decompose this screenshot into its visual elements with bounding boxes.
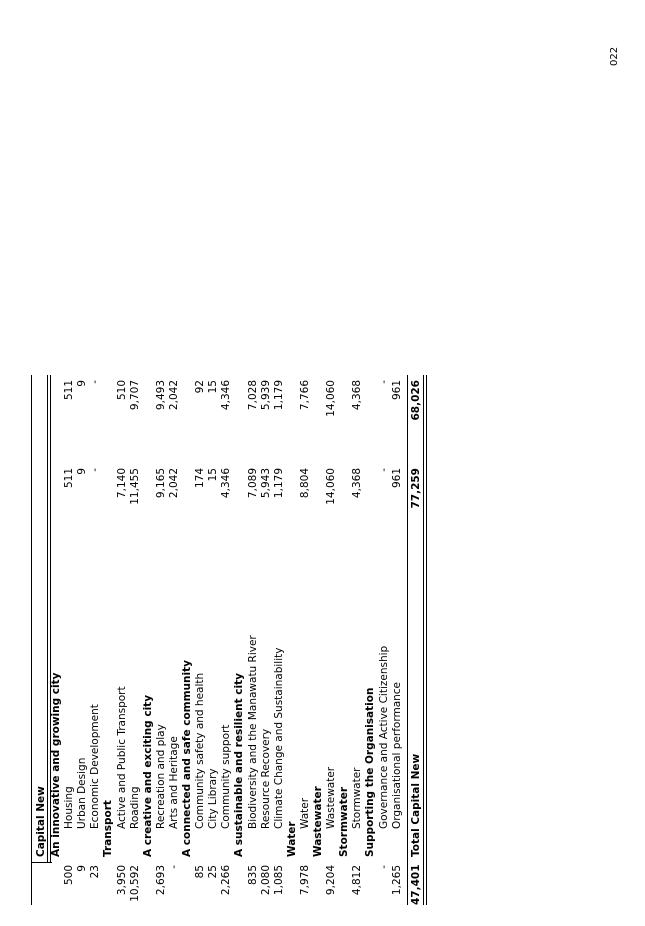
row-label: Stormwater	[351, 767, 364, 829]
value-b: 7,028	[246, 380, 259, 411]
table-row	[391, 375, 403, 905]
row-label: A creative and exciting city	[141, 694, 154, 857]
table-row	[76, 375, 88, 905]
table-row	[89, 375, 101, 905]
category-row	[338, 375, 350, 905]
prior-value: 2,693	[154, 865, 167, 896]
value-a: 9	[76, 468, 89, 475]
total-row	[410, 375, 422, 905]
value-a: 7,140	[115, 468, 128, 499]
value-b: 1,179	[272, 380, 285, 411]
value-b: 15	[207, 380, 220, 394]
prior-value: -	[377, 865, 390, 869]
title-underline	[47, 375, 48, 863]
value-a: 11,455	[128, 468, 141, 505]
value-b: 9,493	[154, 380, 167, 411]
table-top-rule	[31, 375, 32, 905]
value-a: 4,368	[351, 468, 364, 499]
prior-value: 3,950	[115, 865, 128, 896]
row-label: Economic Development	[89, 704, 102, 829]
table-row	[378, 375, 390, 905]
prior-value: 9	[76, 865, 89, 872]
row-label: Stormwater	[338, 786, 351, 857]
row-label: Water	[285, 821, 298, 857]
row-label: A sustainable and resilient city	[233, 673, 246, 857]
value-a: 174	[194, 468, 207, 489]
value-b: 961	[390, 380, 403, 401]
value-b: 92	[194, 380, 207, 394]
prior-value: -	[167, 865, 180, 869]
value-b: 511	[63, 380, 76, 401]
prior-value: 9,204	[325, 865, 338, 896]
page-number: 022	[609, 46, 620, 66]
value-a: 14,060	[325, 468, 338, 505]
capital-new-table	[25, 375, 440, 905]
row-label: Water	[298, 797, 311, 829]
value-a: 961	[390, 468, 403, 489]
category-row	[312, 375, 324, 905]
value-a: 9,165	[154, 468, 167, 499]
value-a: 2,042	[167, 468, 180, 499]
prior-value: 7,978	[298, 865, 311, 896]
row-label: Wastewater	[312, 786, 324, 857]
prior-value: 2,080	[259, 865, 272, 896]
table-row	[207, 375, 219, 905]
total-label: Total Capital New	[410, 753, 422, 857]
table-row	[325, 375, 337, 905]
row-label: An innovative and growing city	[50, 672, 62, 857]
table-row	[351, 375, 363, 905]
value-b: 9,707	[128, 380, 141, 411]
value-b: 14,060	[325, 380, 338, 417]
value-a: 1,179	[272, 468, 285, 499]
value-b: 7,766	[298, 380, 311, 411]
prior-value: 23	[89, 865, 102, 879]
value-a: 7,089	[246, 468, 259, 499]
total-top-rule	[407, 375, 408, 905]
row-label: Resource Recovery	[259, 728, 272, 829]
value-b: 2,042	[167, 380, 180, 411]
table-row	[220, 375, 232, 905]
row-label: Biodiversity and the Manawatu River	[246, 635, 259, 829]
value-b: 4,346	[220, 380, 233, 411]
category-row	[364, 375, 376, 905]
table-row	[247, 375, 259, 905]
table-row	[194, 375, 206, 905]
prior-value: 1,265	[390, 865, 403, 896]
table-row	[273, 375, 285, 905]
row-label: Community safety and health	[194, 672, 207, 829]
category-row	[102, 375, 114, 905]
total-prior-value: 47,401	[410, 864, 422, 905]
value-b: 5,939	[259, 380, 272, 411]
table-title-row	[35, 375, 47, 905]
total-bottom-rule-2	[426, 375, 427, 905]
total-value-a: 77,259	[410, 468, 422, 509]
row-label: Housing	[63, 786, 76, 829]
table-row	[168, 375, 180, 905]
value-b: -	[89, 380, 102, 384]
category-row	[233, 375, 245, 905]
prior-value: 4,812	[351, 865, 364, 896]
row-label: Arts and Heritage	[167, 736, 180, 829]
prior-value: 85	[194, 865, 207, 879]
value-a: 15	[207, 468, 220, 482]
row-label: A connected and safe community	[181, 660, 193, 857]
category-row	[181, 375, 193, 905]
prior-value: 25	[207, 865, 220, 879]
value-a: -	[377, 468, 390, 472]
row-label: Wastewater	[325, 766, 338, 829]
table-row	[116, 375, 128, 905]
row-label: Governance and Active Citizenship	[377, 645, 390, 829]
row-label: Community support	[220, 724, 233, 829]
value-a: 8,804	[298, 468, 311, 499]
row-label: Organisational performance	[390, 681, 403, 829]
prior-value: 500	[63, 865, 76, 886]
value-a: 511	[63, 468, 76, 489]
prior-value: 835	[246, 865, 259, 886]
table-row	[63, 375, 75, 905]
prior-value: 1,085	[272, 865, 285, 896]
table-row	[260, 375, 272, 905]
row-label: Urban Design	[76, 757, 89, 829]
value-b: 4,368	[351, 380, 364, 411]
value-b: -	[377, 380, 390, 384]
category-row	[286, 375, 298, 905]
value-b: 510	[115, 380, 128, 401]
total-value-b: 68,026	[410, 380, 422, 421]
value-a: 4,346	[220, 468, 233, 499]
table-title: Capital New	[35, 786, 47, 857]
row-label: Recreation and play	[154, 724, 167, 829]
table-row	[299, 375, 311, 905]
value-a: 5,943	[259, 468, 272, 499]
row-label: Roading	[128, 786, 141, 829]
value-b: 9	[76, 380, 89, 387]
category-row	[50, 375, 62, 905]
table-row	[155, 375, 167, 905]
row-label: Supporting the Organisation	[364, 687, 377, 857]
table-row	[129, 375, 141, 905]
total-bottom-rule	[423, 375, 424, 905]
prior-value: 2,266	[220, 865, 233, 896]
row-label: Climate Change and Sustainability	[272, 647, 285, 829]
value-a: -	[89, 468, 102, 472]
prior-value: 10,592	[128, 865, 141, 902]
category-row	[142, 375, 154, 905]
row-label: Active and Public Transport	[115, 686, 128, 829]
row-label: City Library	[207, 768, 220, 829]
row-label: Transport	[102, 800, 115, 857]
